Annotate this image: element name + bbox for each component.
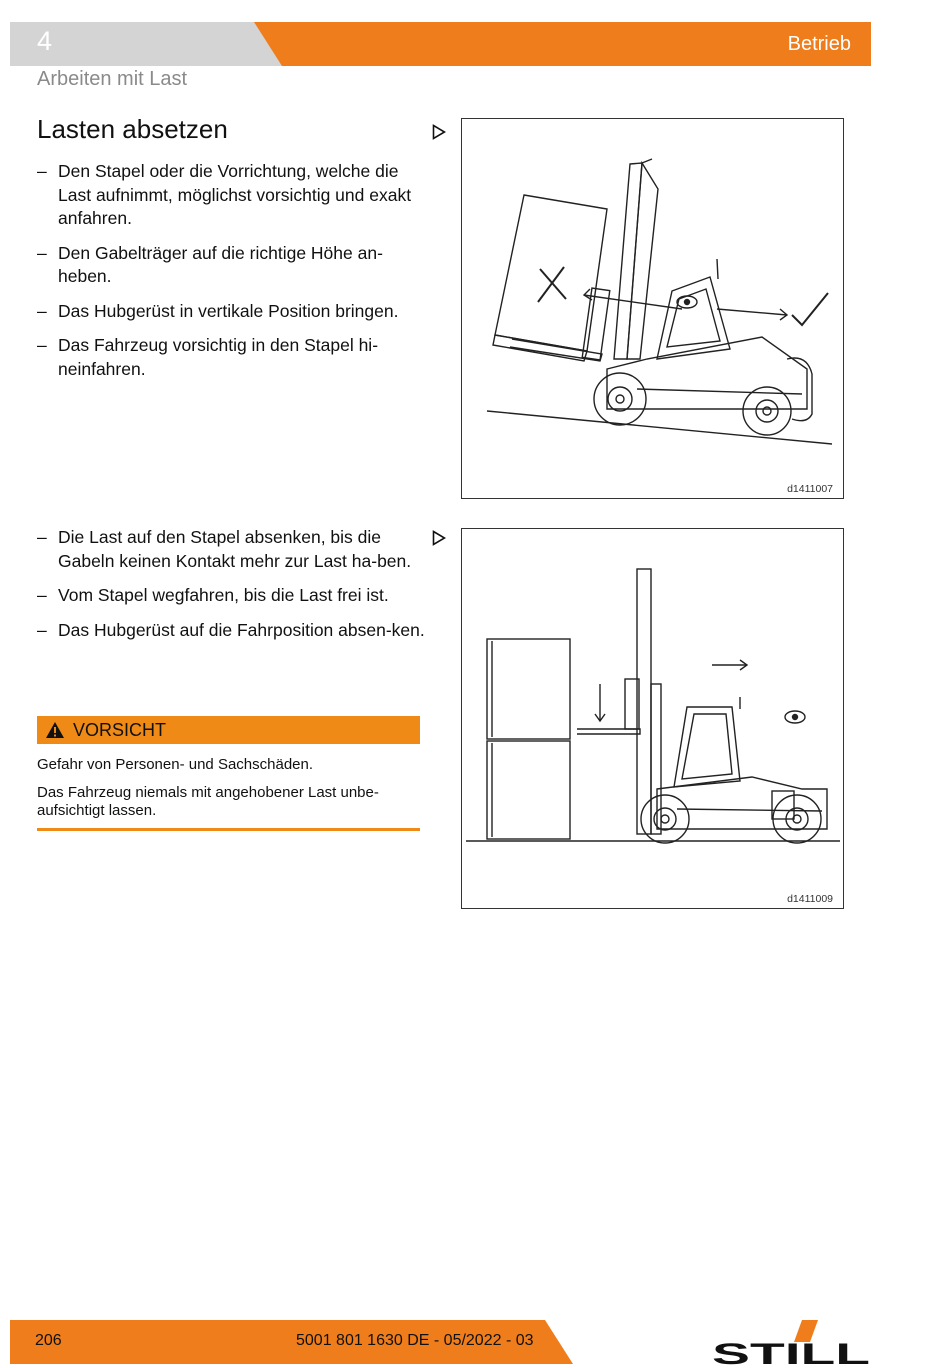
document-number: 5001 801 1630 DE - 05/2022 - 03 bbox=[296, 1332, 534, 1349]
section-title: Lasten absetzen bbox=[37, 114, 228, 144]
figure-forklift-approach bbox=[461, 118, 844, 499]
warning-divider bbox=[37, 828, 420, 831]
svg-text:STILL: STILL bbox=[712, 1338, 870, 1366]
warning-triangle-icon bbox=[45, 721, 65, 739]
dash-bullet: – bbox=[37, 585, 47, 605]
list-item bbox=[37, 526, 427, 573]
chapter-title: Betrieb bbox=[787, 33, 851, 55]
steps-list-2 bbox=[37, 526, 427, 653]
figure-code: d1411009 bbox=[787, 893, 833, 905]
list-item bbox=[37, 334, 427, 381]
list-item bbox=[37, 619, 427, 643]
subsection-title: Arbeiten mit Last bbox=[37, 68, 188, 90]
chapter-number: 4 bbox=[37, 26, 53, 56]
list-item bbox=[37, 242, 427, 289]
forklift-tilted-load-illustration bbox=[462, 119, 842, 497]
list-item bbox=[37, 584, 427, 608]
warning-text: Das Fahrzeug niemals mit angehobener Last unbe-aufsichtigt lassen. bbox=[37, 784, 379, 819]
step-marker-icon bbox=[432, 530, 446, 546]
list-item bbox=[37, 160, 427, 231]
dash-bullet: – bbox=[37, 242, 47, 263]
step-text: Das Hubgerüst in vertikale Position bringen. bbox=[58, 300, 399, 321]
step-text: Den Gabelträger auf die richtige Höhe an-heben. bbox=[58, 242, 383, 286]
step-text: Das Hubgerüst auf die Fahrposition absen-ken. bbox=[58, 619, 425, 640]
dash-bullet: – bbox=[37, 300, 47, 321]
steps-list-1 bbox=[37, 160, 427, 392]
dash-bullet: – bbox=[37, 161, 47, 181]
dash-bullet: – bbox=[37, 527, 47, 547]
warning-label: VORSICHT bbox=[73, 720, 167, 740]
step-text: Vom Stapel wegfahren, bis die Last frei ist. bbox=[58, 585, 389, 605]
step-text: Die Last auf den Stapel absenken, bis die Gabeln keinen Kontakt mehr zur Last ha-ben. bbox=[58, 527, 412, 571]
page-number: 206 bbox=[35, 1332, 62, 1349]
dash-bullet: – bbox=[37, 619, 47, 640]
forklift-lowering-load-illustration bbox=[462, 529, 842, 907]
step-marker-icon bbox=[432, 124, 446, 140]
page-header bbox=[10, 22, 871, 66]
figure-code: d1411007 bbox=[787, 483, 833, 495]
figure-forklift-lowering bbox=[461, 528, 844, 909]
warning-text: Gefahr von Personen- und Sachschäden. bbox=[37, 756, 314, 773]
warning-banner bbox=[37, 716, 420, 744]
header-grey-band bbox=[10, 22, 300, 66]
step-text: Das Fahrzeug vorsichtig in den Stapel hi-neinfahren. bbox=[58, 335, 379, 379]
page-footer bbox=[10, 1320, 573, 1364]
dash-bullet: – bbox=[37, 335, 47, 355]
header-orange-band bbox=[254, 22, 871, 66]
still-logo bbox=[710, 1318, 872, 1366]
list-item bbox=[37, 300, 427, 324]
step-text: Den Stapel oder die Vorrichtung, welche die Last aufnimmt, möglichst vorsichtig und exakt anfahren. bbox=[58, 161, 412, 228]
